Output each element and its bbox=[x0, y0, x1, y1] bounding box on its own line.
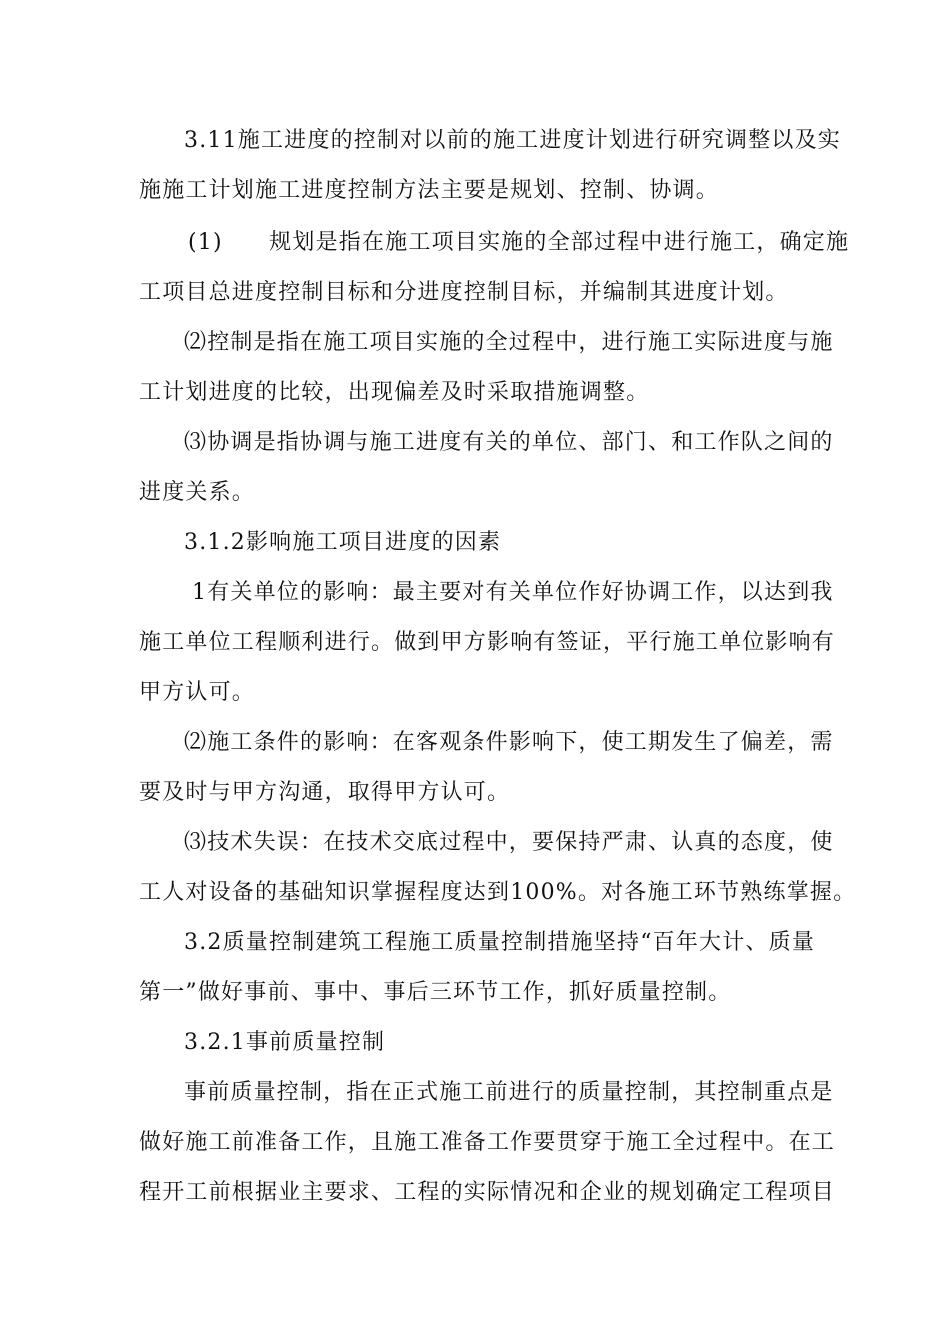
text-line: ⑶技术失误：在技术交底过程中，要保持严肃、认真的态度，使 bbox=[184, 830, 834, 855]
text-line: ⑶协调是指协调与施工进度有关的单位、部门、和工作队之间的 bbox=[184, 430, 834, 455]
text-line: 甲方认可。 bbox=[139, 680, 256, 705]
text-line: 3.2质量控制建筑工程施工质量控制措施坚持“百年大计、质量 bbox=[184, 930, 816, 955]
text-line: 施施工计划施工进度控制方法主要是规划、控制、协调。 bbox=[139, 178, 720, 203]
text-line: 3.11施工进度的控制对以前的施工进度计划进行研究调整以及实 bbox=[184, 128, 841, 153]
text-line: (1) 规划是指在施工项目实施的全部过程中进行施工，确定施 bbox=[188, 230, 850, 255]
text-line: ⑵施工条件的影响：在客观条件影响下，使工期发生了偏差，需 bbox=[184, 730, 834, 755]
text-line: 1有关单位的影响：最主要对有关单位作好协调工作，以达到我 bbox=[192, 580, 834, 605]
text-line: 工项目总进度控制目标和分进度控制目标，并编制其进度计划。 bbox=[139, 280, 789, 305]
text-line: 施工单位工程顺利进行。做到甲方影响有签证，平行施工单位影响有 bbox=[139, 630, 836, 655]
text-line: 第一”做好事前、事中、事后三环节工作，抓好质量控制。 bbox=[139, 980, 732, 1005]
section-heading: 3.1.2影响施工项目进度的因素 bbox=[184, 530, 502, 555]
text-line: 做好施工前准备工作，且施工准备工作要贯穿于施工全过程中。在工 bbox=[139, 1130, 836, 1155]
text-line: 事前质量控制，指在正式施工前进行的质量控制，其控制重点是 bbox=[184, 1080, 834, 1105]
text-line: 程开工前根据业主要求、工程的实际情况和企业的规划确定工程项目 bbox=[139, 1180, 836, 1205]
text-line: 进度关系。 bbox=[139, 480, 256, 505]
text-line: 工计划进度的比较，出现偏差及时采取措施调整。 bbox=[139, 380, 650, 405]
section-heading: 3.2.1事前质量控制 bbox=[184, 1030, 386, 1055]
text-line: 要及时与甲方沟通，取得甲方认可。 bbox=[139, 780, 511, 805]
text-line: ⑵控制是指在施工项目实施的全过程中，进行施工实际进度与施 bbox=[184, 330, 834, 355]
text-line: 工人对设备的基础知识掌握程度达到100%。对各施工环节熟练掌握。 bbox=[139, 880, 857, 905]
